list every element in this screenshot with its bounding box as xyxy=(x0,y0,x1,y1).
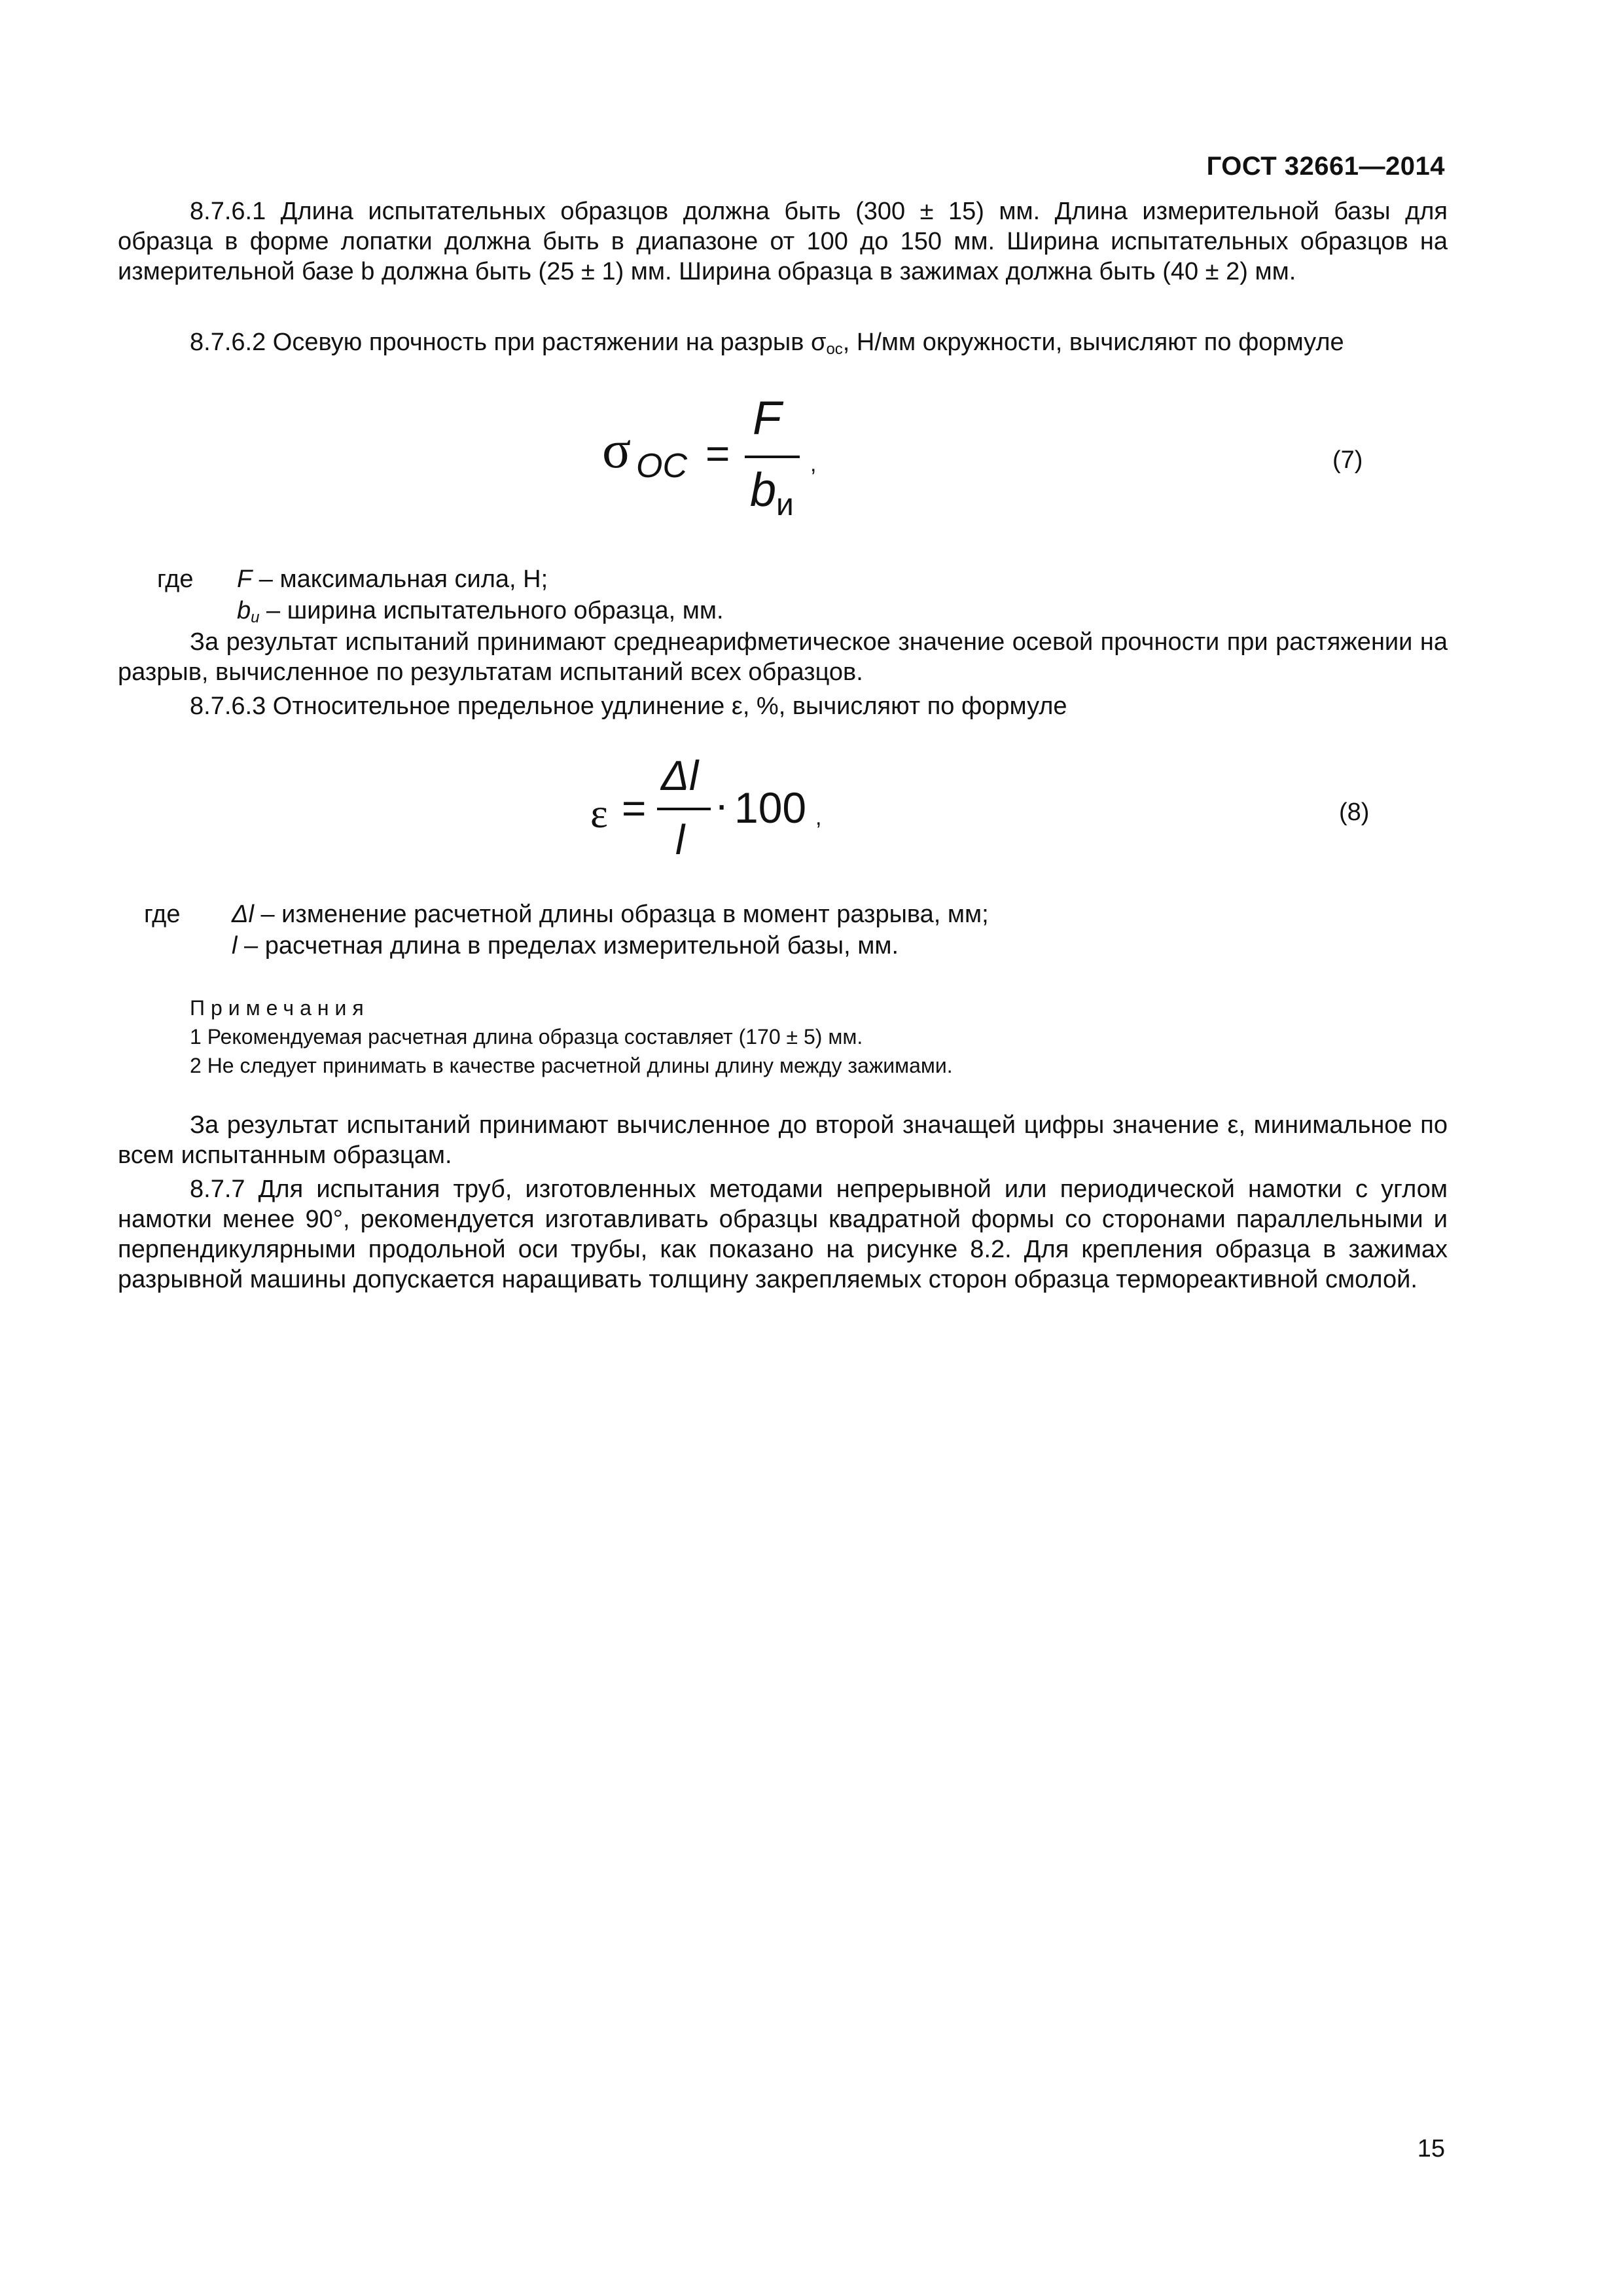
paragraph-8-7-6-2 xyxy=(118,327,1448,365)
formula-8-number: (8) xyxy=(1339,798,1370,826)
standard-header: ГОСТ 32661—2014 xyxy=(1206,152,1445,181)
where-7-line-2-text: – ширина испытательного образца, мм. xyxy=(259,597,724,624)
formula-7-numerator: F xyxy=(753,392,781,444)
where-7-symbol-b: b xyxy=(237,597,251,624)
paragraph-result-7: За результат испытаний принимают среднеарифметическое значение осевой прочности при растяжении на разрыв, вычисленное по результатам испытаний всех образцов. xyxy=(118,628,1448,686)
formula-7-sigma-subscript: ОС xyxy=(636,447,687,485)
paragraph-8-7-6-2-text-end: , Н/мм окружности, вычисляют по формуле xyxy=(842,329,1344,356)
where-8-line-1 xyxy=(232,899,989,929)
formula-8-comma: , xyxy=(815,805,822,830)
formula-7-denominator: b xyxy=(750,464,777,516)
where-8-line-2 xyxy=(232,931,899,961)
paragraph-8-7-6-1: 8.7.6.1 Длина испытательных образцов должна быть (300 ± 15) мм. Длина измерительной базы для образца в форме лопатки должна быть в диапазоне от 100 до 150 мм. Ширина испытательных образцов на измерительной базе b должна быть (25 ± 1) мм. Ширина образца в зажимах должна быть (40 ± 2) мм. xyxy=(118,198,1448,285)
where-8-line-2-text: – расчетная длина в пределах измерительной базы, мм. xyxy=(237,932,899,960)
where-7-label: где xyxy=(157,565,194,593)
where-8-symbol-l: l xyxy=(232,932,238,960)
formula-8-numerator: Δl xyxy=(661,752,699,799)
where-7-symbol-b-subscript: u xyxy=(251,609,260,626)
formula-8-epsilon: ε xyxy=(590,790,608,836)
formula-8-equals: = xyxy=(622,785,647,832)
page-number: 15 xyxy=(1417,2135,1445,2162)
note-1: 1 Рекомендуемая расчетная длина образца составляет (170 ± 5) мм. xyxy=(190,1025,863,1049)
formula-8-times: · xyxy=(715,781,729,828)
formula-7-number: (7) xyxy=(1332,446,1363,474)
formula-7-comma: , xyxy=(810,452,817,476)
formula-8-fraction-bar xyxy=(657,808,711,810)
note-2: 2 Не следует принимать в качестве расчетной длины длину между зажимами. xyxy=(190,1054,953,1077)
formula-7-fraction-bar xyxy=(745,456,800,458)
where-8-line-1-text: – изменение расчетной длины образца в момент разрыва, мм; xyxy=(253,901,989,928)
formula-7-sigma: σ xyxy=(602,420,632,479)
sigma-subscript: ос xyxy=(826,340,843,358)
notes-title: Примечания xyxy=(190,996,370,1020)
where-7-line-1 xyxy=(237,564,548,594)
where-8-label: где xyxy=(144,901,181,928)
formula-7-equals: = xyxy=(705,430,730,477)
paragraph-8-7-7: 8.7.7 Для испытания труб, изготовленных методами непрерывной или периодической намотки с углом намотки менее 90°, рекомендуется изготавливать образцы квадратной формы со сторонами параллельными и перпендикулярными продольной оси трубы, как показано на рисунке 8.2. Для крепления образца в зажимах разрывной машины допускается наращивать толщину закрепляемых сторон образца термореактивной смолой. xyxy=(118,1175,1448,1293)
paragraph-8-7-6-2-text-start: 8.7.6.2 Осевую прочность при растяжении на разрыв σ xyxy=(190,329,827,356)
where-7-symbol-f: F xyxy=(237,565,253,593)
paragraph-result-8: За результат испытаний принимают вычисленное до второй значащей цифры значение ε, минимальное по всем испытанным образцам. xyxy=(118,1111,1448,1169)
paragraph-8-7-6-3: 8.7.6.3 Относительное предельное удлинение ε, %, вычисляют по формуле xyxy=(190,692,1067,720)
where-7-line-1-text: – максимальная сила, Н; xyxy=(252,565,548,593)
formula-8-denominator: l xyxy=(675,816,685,863)
formula-8-hundred: 100 xyxy=(734,783,807,832)
where-8-symbol-delta-l: Δl xyxy=(232,901,254,928)
formula-7-denominator-subscript: и xyxy=(776,488,794,522)
